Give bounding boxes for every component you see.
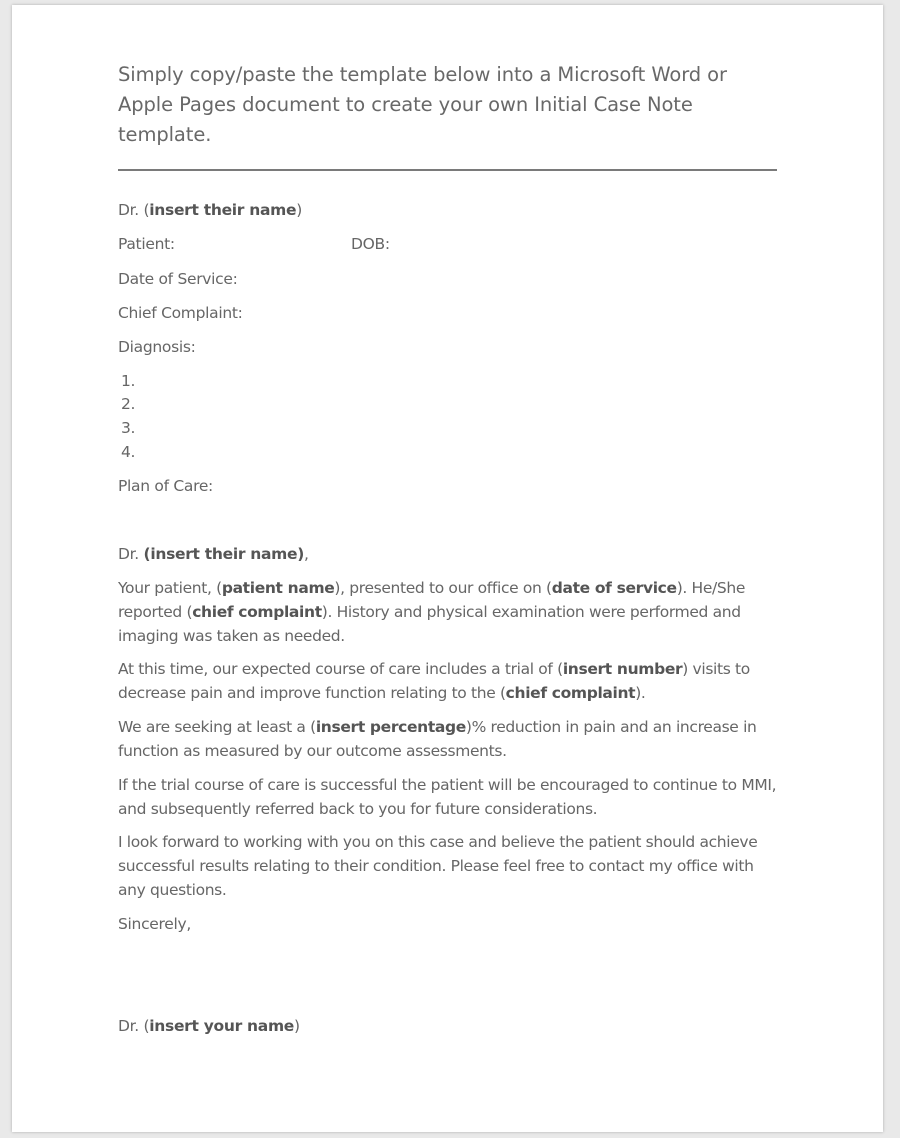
p2-chief-complaint: chief complaint [505,684,636,702]
doctor-header-name: insert their name [149,201,297,219]
salutation-suffix: , [304,545,309,563]
p2-insert-number: insert number [562,660,683,678]
date-of-service-label: Date of Service: [118,270,238,288]
p1-patient-name: patient name [221,579,335,597]
patient-row [118,232,778,256]
letter-paragraph-1 [118,576,778,648]
letter-paragraph-4: If the trial course of care is successful the patient will be encouraged to continue to MMI, and subsequently referred back to you for future considerations. [118,776,777,818]
diagnosis-item-3: 3. [121,419,136,437]
diagnosis-item-2: 2. [121,395,136,413]
p1-text-a: Your patient, ( [118,579,222,597]
p3-text-a: We are seeking at least a ( [118,718,316,736]
letter-paragraph-5: I look forward to working with you on this case and believe the patient should achieve successful results relating to their condition. Please feel free to contact my office with any questions. [118,833,758,899]
dob-label: DOB: [351,235,390,253]
p1-text-e: ). He/She reported ( [118,579,746,621]
letter-salutation [118,542,309,566]
patient-label: Patient: [118,235,175,253]
doctor-header-prefix: Dr. ( [118,201,150,219]
p1-text-c: ), presented to our office on ( [334,579,552,597]
salutation-name: (insert their name) [143,545,305,563]
diagnosis-item-4: 4. [121,443,136,461]
diagnosis-item-1: 1. [121,372,136,390]
p2-text-a: At this time, our expected course of care includes a trial of ( [118,660,563,678]
signature-name: insert your name [149,1017,295,1035]
divider-line [118,169,777,171]
p1-text-g: ). History and physical examination were performed and imaging was taken as needed. [118,603,741,645]
signature-suffix: ) [294,1017,300,1035]
plan-of-care-label: Plan of Care: [118,477,213,495]
doctor-header [118,198,302,222]
p1-date-of-service: date of service [551,579,677,597]
p2-text-e: ). [635,684,646,702]
letter-paragraph-3 [118,715,778,763]
p1-chief-complaint: chief complaint [192,603,322,621]
letter-closing: Sincerely, [118,915,192,933]
diagnosis-label: Diagnosis: [118,338,196,356]
p3-text-c: )% reduction in pain and an increase in function as measured by our outcome assessments. [118,718,757,760]
intro-text: Simply copy/paste the template below into a Microsoft Word or Apple Pages document to create your own Initial Case Note template. [118,63,727,146]
salutation-prefix: Dr. [118,545,144,563]
p3-insert-percentage: insert percentage [315,718,466,736]
document-page [12,5,883,1132]
signature-line [118,1014,300,1038]
p2-text-c: ) visits to decrease pain and improve function relating to the ( [118,660,750,702]
letter-paragraph-2 [118,657,778,705]
chief-complaint-label: Chief Complaint: [118,304,243,322]
signature-prefix: Dr. ( [118,1017,150,1035]
doctor-header-suffix: ) [296,201,302,219]
